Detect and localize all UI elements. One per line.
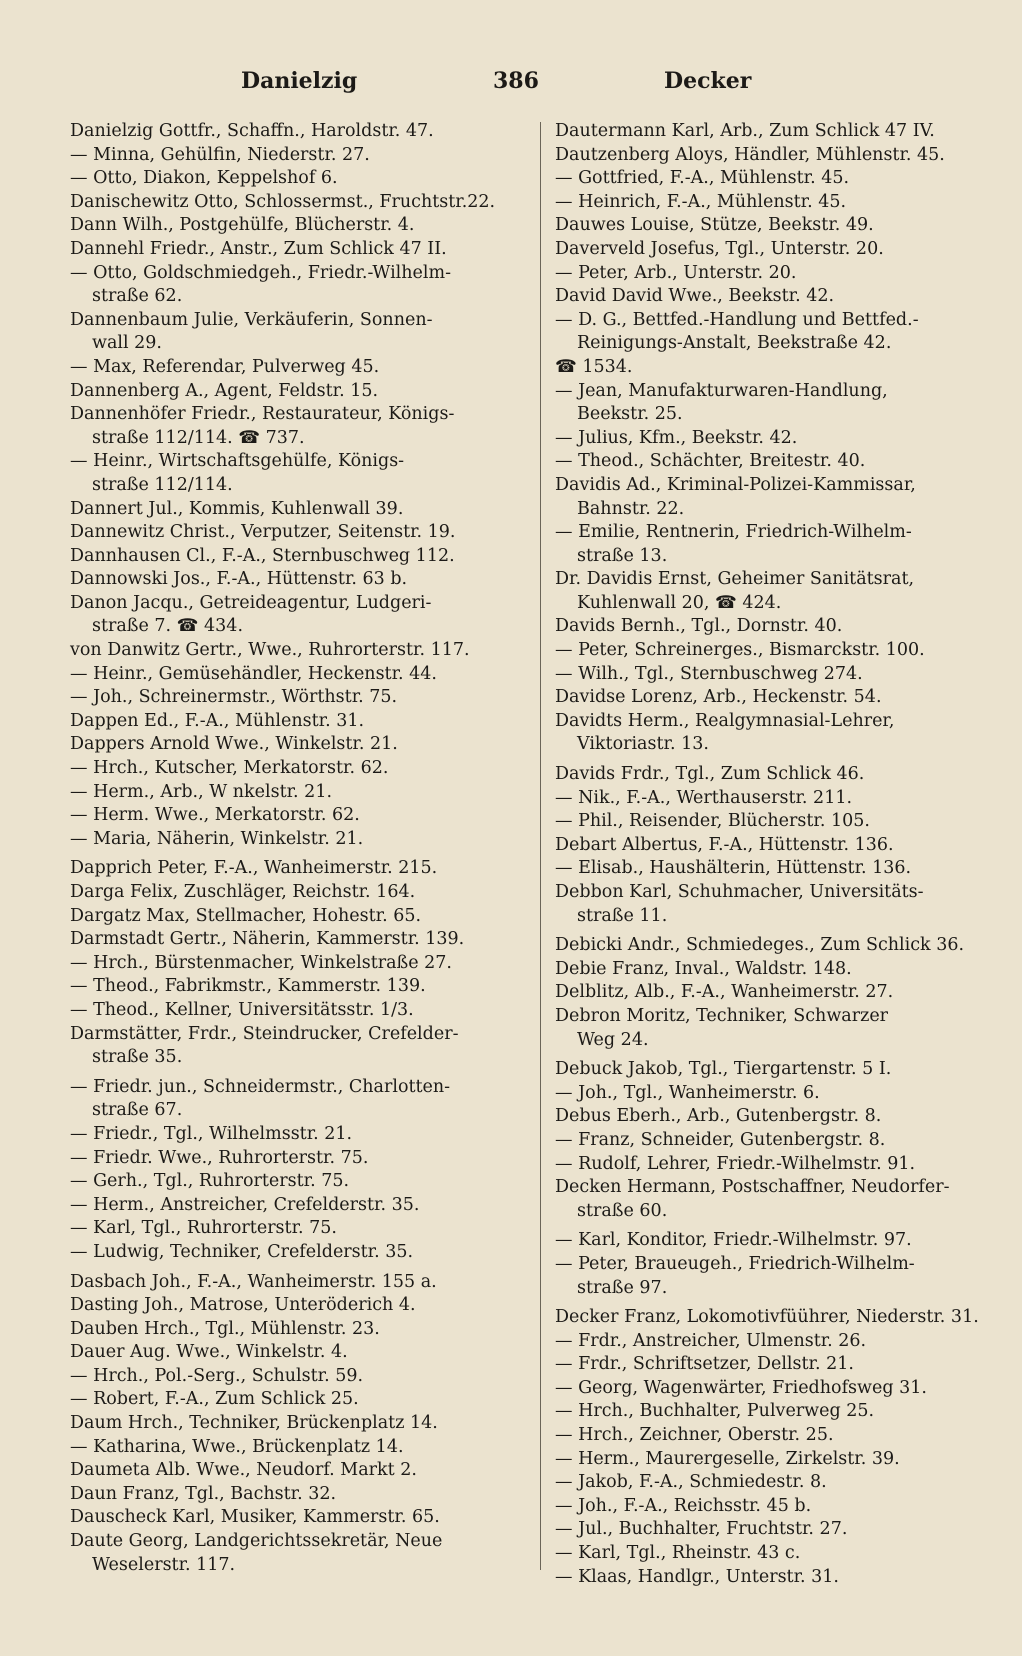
entry-text: Dr. Davidis Ernst, Geheimer Sanitätsrat, xyxy=(555,569,915,590)
directory-entry xyxy=(70,1194,522,1218)
entry-text: Dappen Ed., F.-A., Mühlenstr. 31. xyxy=(70,710,365,731)
directory-entry xyxy=(555,1129,973,1153)
header-left-keyword: Danielzig xyxy=(241,68,358,94)
entry-text: Dauscheck Karl, Musiker, Kammerstr. 65. xyxy=(70,1507,440,1528)
entry-text: Daum Hrch., Techniker, Brückenplatz 14. xyxy=(70,1413,438,1434)
entry-text: Dann Wilh., Postgehülfe, Blücherstr. 4. xyxy=(70,215,415,236)
entry-text: — Theod., Kellner, Universitätsstr. 1/3. xyxy=(70,999,414,1020)
entry-text: — Emilie, Rentnerin, Friedrich-Wilhelm- xyxy=(555,522,912,543)
directory-entry xyxy=(555,1566,973,1590)
entry-text: — D. G., Bettfed.-Handlung und Bettfed.- xyxy=(555,309,919,330)
entry-text: — Otto, Goldschmiedgeh., Friedr.-Wilhelm- xyxy=(70,262,452,283)
entry-text: Darmstadt Gertr., Näherin, Kammerstr. 139. xyxy=(70,929,465,950)
entry-text: Davids Frdr., Tgl., Zum Schlick 46. xyxy=(555,764,865,785)
entry-text: Debicki Andr., Schmiedeges., Zum Schlick 36. xyxy=(555,935,965,956)
directory-entry xyxy=(70,521,522,545)
entry-text: — Katharina, Wwe., Brückenplatz 14. xyxy=(70,1436,404,1457)
directory-entry xyxy=(70,733,522,757)
directory-entry xyxy=(555,380,973,427)
directory-entry xyxy=(70,1147,522,1171)
entry-text: — Georg, Wagenwärter, Friedhofsweg 31. xyxy=(555,1377,927,1398)
directory-entry xyxy=(555,521,973,568)
directory-entry xyxy=(70,781,522,805)
entry-text: — Minna, Gehülfin, Niederstr. 27. xyxy=(70,144,370,165)
entry-continuation: straße 97. xyxy=(577,1277,668,1298)
entry-text: Delblitz, Alb., F.-A., Wanheimerstr. 27. xyxy=(555,982,894,1003)
directory-entry xyxy=(70,309,522,356)
entry-text: — Julius, Kfm., Beekstr. 42. xyxy=(555,427,798,448)
directory-entry xyxy=(555,1082,973,1106)
directory-entry xyxy=(555,810,973,834)
entry-text: — Max, Referendar, Pulverweg 45. xyxy=(70,356,380,377)
directory-entry xyxy=(555,1330,973,1354)
right-column xyxy=(555,120,979,1589)
directory-entry xyxy=(70,1217,522,1241)
directory-entry xyxy=(70,1388,522,1412)
entry-text: — Jul., Buchhalter, Fruchtstr. 27. xyxy=(555,1519,848,1540)
entry-text: — Phil., Reisender, Blücherstr. 105. xyxy=(555,811,870,832)
entry-text: — Klaas, Handlgr., Unterstr. 31. xyxy=(555,1566,839,1587)
entry-text: Daute Georg, Landgerichtssekretär, Neue xyxy=(70,1531,443,1552)
entry-text: Darga Felix, Zuschläger, Reichstr. 164. xyxy=(70,882,416,902)
directory-entry xyxy=(70,238,522,262)
directory-entry xyxy=(70,356,522,380)
directory-entry xyxy=(555,686,973,710)
entry-text: — Rudolf, Lehrer, Friedr.-Wilhelmstr. 91. xyxy=(555,1153,916,1174)
directory-entry xyxy=(70,1459,522,1483)
directory-entry xyxy=(555,144,973,168)
directory-entry xyxy=(70,828,522,852)
entry-continuation: Beekstr. 25. xyxy=(577,404,683,425)
directory-entry xyxy=(70,1170,522,1194)
directory-entry xyxy=(70,1294,522,1318)
directory-entry xyxy=(555,120,973,144)
directory-entry xyxy=(70,952,522,976)
directory-entry xyxy=(70,1318,522,1342)
entry-text: — Frdr., Schriftsetzer, Dellstr. 21. xyxy=(555,1354,854,1375)
entry-text: Dargatz Max, Stellmacher, Hohestr. 65. xyxy=(70,905,422,926)
directory-entry xyxy=(555,710,973,757)
directory-entry xyxy=(70,545,522,569)
entry-text: Danielzig Gottfr., Schaffn., Haroldstr. 47. xyxy=(70,121,434,141)
entry-text: — Elisab., Haushälterin, Hüttenstr. 136. xyxy=(555,858,912,879)
entry-text: — Karl, Tgl., Rheinstr. 43 c. xyxy=(555,1543,801,1564)
entry-text: — Joh., F.-A., Reichsstr. 45 b. xyxy=(555,1495,812,1516)
directory-entry xyxy=(555,214,973,238)
entry-text: — Hrch., Buchhalter, Pulverweg 25. xyxy=(555,1401,875,1422)
directory-entry xyxy=(555,1353,973,1377)
entry-continuation: wall 29. xyxy=(92,333,162,354)
directory-entry xyxy=(555,450,973,474)
entry-text: — Herm. Wwe., Merkatorstr. 62. xyxy=(70,805,360,826)
entry-text: Daun Franz, Tgl., Bachstr. 32. xyxy=(70,1483,337,1504)
entry-text: — Gottfried, F.-A., Mühlenstr. 45. xyxy=(555,168,850,189)
entry-text: — Herm., Anstreicher, Crefelderstr. 35. xyxy=(70,1194,420,1215)
directory-entry xyxy=(70,1076,522,1123)
directory-entry xyxy=(555,981,973,1005)
directory-entry xyxy=(70,167,522,191)
entry-text: — Ludwig, Techniker, Crefelderstr. 35. xyxy=(70,1241,414,1262)
directory-entry xyxy=(555,1448,973,1472)
entry-text: Dannenberg A., Agent, Feldstr. 15. xyxy=(70,380,379,401)
directory-entry xyxy=(70,1483,522,1507)
entry-text: — Friedr. Wwe., Ruhrorterstr. 75. xyxy=(70,1147,369,1168)
entry-text: Dasting Joh., Matrose, Unteröderich 4. xyxy=(70,1295,416,1316)
entry-text: — Joh., Tgl., Wanheimerstr. 6. xyxy=(555,1082,820,1103)
entry-text: Daverveld Josefus, Tgl., Unterstr. 20. xyxy=(555,238,884,259)
entry-text: Dautermann Karl, Arb., Zum Schlick 47 IV. xyxy=(555,121,935,141)
directory-entry xyxy=(70,757,522,781)
directory-entry xyxy=(70,1506,522,1530)
entry-text: Dapprich Peter, F.-A., Wanheimerstr. 215. xyxy=(70,858,438,879)
directory-entry xyxy=(555,568,973,615)
directory-entry xyxy=(70,975,522,999)
entry-text: Debuck Jakob, Tgl., Tiergartenstr. 5 I. xyxy=(555,1059,892,1080)
directory-entry xyxy=(555,958,973,982)
directory-entry xyxy=(555,615,973,639)
directory-entry xyxy=(70,1023,522,1070)
entry-text: von Danwitz Gertr., Wwe., Ruhrorterstr. 117. xyxy=(70,640,470,661)
directory-entry xyxy=(555,787,973,811)
entry-text: Davids Bernh., Tgl., Dornstr. 40. xyxy=(555,616,843,637)
directory-entry xyxy=(70,999,522,1023)
entry-text: — Jean, Manufakturwaren-Handlung, xyxy=(555,380,888,401)
directory-entry xyxy=(70,120,522,144)
entry-text: — Maria, Näherin, Winkelstr. 21. xyxy=(70,828,364,849)
entry-text: — Jakob, F.-A., Schmiedestr. 8. xyxy=(555,1472,827,1493)
directory-entry xyxy=(70,262,522,309)
directory-entry xyxy=(70,568,522,592)
directory-entry xyxy=(555,663,973,687)
directory-entry xyxy=(555,934,973,958)
entry-text: — Hrch., Bürstenmacher, Winkelstraße 27. xyxy=(70,952,452,973)
directory-entry xyxy=(70,857,522,881)
directory-entry xyxy=(70,498,522,522)
entry-text: — Theod., Fabrikmstr., Kammerstr. 139. xyxy=(70,976,426,997)
directory-entry xyxy=(70,1412,522,1436)
entry-text: Dautzenberg Aloys, Händler, Mühlenstr. 45. xyxy=(555,144,945,165)
entry-text: — Wilh., Tgl., Sternbuschweg 274. xyxy=(555,663,863,684)
directory-entry xyxy=(70,1241,522,1265)
directory-entry xyxy=(555,834,973,858)
directory-entry xyxy=(555,1471,973,1495)
directory-entry xyxy=(555,285,973,309)
entry-text: — Hrch., Pol.-Serg., Schulstr. 59. xyxy=(70,1365,364,1386)
directory-entry xyxy=(555,1377,973,1401)
entry-text: Danischewitz Otto, Schlossermst., Fruchtstr.22. xyxy=(70,191,496,212)
directory-entry xyxy=(555,763,973,787)
directory-entry xyxy=(70,905,522,929)
entry-text: David David Wwe., Beekstr. 42. xyxy=(555,286,835,307)
entry-text: Dauer Aug. Wwe., Winkelstr. 4. xyxy=(70,1342,348,1363)
directory-entry xyxy=(555,191,973,215)
entry-text: Debie Franz, Inval., Waldstr. 148. xyxy=(555,958,852,979)
entry-text: — Otto, Diakon, Keppelshof 6. xyxy=(70,168,338,189)
entry-text: — Hrch., Kutscher, Merkatorstr. 62. xyxy=(70,758,389,779)
entry-text: — Peter, Schreinerges., Bismarckstr. 100. xyxy=(555,640,925,661)
directory-entry xyxy=(70,1341,522,1365)
entry-text: Dannenhöfer Friedr., Restaurateur, Königs- xyxy=(70,404,455,425)
entry-text: Darmstätter, Frdr., Steindrucker, Crefelder- xyxy=(70,1023,459,1044)
entry-text: — Hrch., Zeichner, Oberstr. 25. xyxy=(555,1425,834,1446)
entry-text: Decken Hermann, Postschaffner, Neudorfer- xyxy=(555,1177,950,1198)
entry-continuation: Viktoriastr. 13. xyxy=(577,734,709,755)
entry-continuation: straße 62. xyxy=(92,286,183,307)
directory-entry xyxy=(70,710,522,734)
directory-entry xyxy=(555,427,973,451)
entry-text: Davidts Herm., Realgymnasial-Lehrer, xyxy=(555,710,895,731)
entry-text: — Frdr., Anstreicher, Ulmenstr. 26. xyxy=(555,1330,867,1351)
directory-entry xyxy=(70,144,522,168)
entry-continuation: straße 112/114. ☎ 737. xyxy=(92,427,305,448)
entry-continuation: Reinigungs-Anstalt, Beekstraße 42. xyxy=(577,333,892,354)
entry-text: Dannert Jul., Kommis, Kuhlenwall 39. xyxy=(70,498,404,519)
entry-text: — Joh., Schreinermstr., Wörthstr. 75. xyxy=(70,687,398,708)
entry-text: — Peter, Arb., Unterstr. 20. xyxy=(555,262,797,283)
entry-continuation: straße 67. xyxy=(92,1100,183,1121)
entry-text: Davidse Lorenz, Arb., Heckenstr. 54. xyxy=(555,687,882,708)
entry-text: — Heinr., Gemüsehändler, Heckenstr. 44. xyxy=(70,663,437,684)
entry-text: Dannehl Friedr., Anstr., Zum Schlick 47 II. xyxy=(70,238,447,259)
entry-continuation: straße 35. xyxy=(92,1047,183,1068)
directory-entry xyxy=(70,450,522,497)
entry-text: Debus Eberh., Arb., Gutenbergstr. 8. xyxy=(555,1106,882,1127)
directory-entry xyxy=(555,1229,973,1253)
entry-text: — Herm., Arb., W nkelstr. 21. xyxy=(70,781,333,802)
directory-entry xyxy=(70,592,522,639)
directory-entry xyxy=(555,167,973,191)
directory-entry xyxy=(555,262,973,286)
entry-text: Debron Moritz, Techniker, Schwarzer xyxy=(555,1005,889,1026)
entry-text: ☎ 1534. xyxy=(555,356,633,377)
directory-entry xyxy=(555,1105,973,1129)
left-column xyxy=(70,120,522,1577)
entry-text: — Karl, Tgl., Ruhrorterstr. 75. xyxy=(70,1218,337,1239)
page-number: 386 xyxy=(493,68,539,94)
entry-text: Dappers Arnold Wwe., Winkelstr. 21. xyxy=(70,734,398,755)
directory-entry xyxy=(555,1495,973,1519)
directory-entry xyxy=(70,1530,522,1577)
entry-continuation: straße 13. xyxy=(577,545,668,566)
entry-continuation: Kuhlenwall 20, ☎ 424. xyxy=(577,592,782,613)
directory-entry xyxy=(70,1123,522,1147)
directory-entry xyxy=(555,1424,973,1448)
entry-text: — Theod., Schächter, Breitestr. 40. xyxy=(555,451,866,472)
directory-entry xyxy=(70,380,522,404)
directory-entry xyxy=(70,1271,522,1295)
directory-entry xyxy=(555,881,973,928)
directory-entry xyxy=(70,639,522,663)
entry-text: — Heinrich, F.-A., Mühlenstr. 45. xyxy=(555,191,847,212)
entry-text: — Peter, Braueugeh., Friedrich-Wilhelm- xyxy=(555,1253,915,1274)
header-right-keyword: Decker xyxy=(664,68,752,94)
directory-entry xyxy=(555,1253,973,1300)
directory-entry xyxy=(555,1058,973,1082)
directory-entry xyxy=(555,857,973,881)
entry-text: — Karl, Konditor, Friedr.-Wilhelmstr. 97. xyxy=(555,1230,912,1251)
column-divider xyxy=(540,122,541,1570)
entry-text: Dasbach Joh., F.-A., Wanheimerstr. 155 a. xyxy=(70,1271,437,1292)
directory-entry xyxy=(555,639,973,663)
entry-text: Dannhausen Cl., F.-A., Sternbuschweg 112. xyxy=(70,545,455,566)
entry-continuation: straße 60. xyxy=(577,1200,668,1221)
entry-text: — Heinr., Wirtschaftsgehülfe, Königs- xyxy=(70,451,405,472)
entry-text: — Robert, F.-A., Zum Schlick 25. xyxy=(70,1389,359,1410)
directory-entry xyxy=(555,1542,973,1566)
entry-text: Danon Jacqu., Getreideagentur, Ludgeri- xyxy=(70,592,432,613)
directory-entry xyxy=(555,1153,973,1177)
directory-entry xyxy=(70,191,522,215)
directory-entry xyxy=(70,663,522,687)
entry-text: Debart Albertus, F.-A., Hüttenstr. 136. xyxy=(555,834,894,855)
entry-text: — Herm., Maurergeselle, Zirkelstr. 39. xyxy=(555,1448,900,1469)
entry-text: Dauwes Louise, Stütze, Beekstr. 49. xyxy=(555,215,874,236)
entry-continuation: straße 11. xyxy=(577,905,668,926)
directory-entry xyxy=(555,309,973,356)
entry-text: Daumeta Alb. Wwe., Neudorf. Markt 2. xyxy=(70,1460,417,1481)
entry-text: Decker Franz, Lokomotivfüührer, Niederstr. 31. xyxy=(555,1307,979,1328)
directory-entry xyxy=(70,403,522,450)
directory-entry xyxy=(70,214,522,238)
page-header xyxy=(0,68,1022,102)
entry-text: Dauben Hrch., Tgl., Mühlenstr. 23. xyxy=(70,1318,380,1339)
directory-entry xyxy=(70,928,522,952)
entry-text: — Franz, Schneider, Gutenbergstr. 8. xyxy=(555,1129,886,1150)
entry-text: — Friedr. jun., Schneidermstr., Charlotten- xyxy=(70,1076,451,1097)
entry-continuation: straße 7. ☎ 434. xyxy=(92,616,244,637)
directory-entry xyxy=(70,1436,522,1460)
entry-continuation: Weg 24. xyxy=(577,1029,649,1050)
entry-text: Davidis Ad., Kriminal-Polizei-Kammissar, xyxy=(555,474,916,495)
directory-entry xyxy=(555,474,973,521)
entry-continuation: Weselerstr. 117. xyxy=(92,1554,236,1575)
directory-entry xyxy=(555,1400,973,1424)
entry-text: — Gerh., Tgl., Ruhrorterstr. 75. xyxy=(70,1171,350,1192)
directory-entry xyxy=(70,1365,522,1389)
directory-entry xyxy=(555,238,973,262)
entry-text: Dannewitz Christ., Verputzer, Seitenstr. 19. xyxy=(70,522,456,543)
directory-entry xyxy=(555,1176,973,1223)
entry-text: — Nik., F.-A., Werthauserstr. 211. xyxy=(555,787,853,808)
entry-text: — Friedr., Tgl., Wilhelmsstr. 21. xyxy=(70,1123,353,1144)
directory-entry xyxy=(555,1518,973,1542)
entry-continuation: Bahnstr. 22. xyxy=(577,498,685,519)
entry-text: Dannenbaum Julie, Verkäuferin, Sonnen- xyxy=(70,309,433,330)
directory-entry xyxy=(70,804,522,828)
entry-continuation: straße 112/114. xyxy=(92,474,233,495)
directory-entry xyxy=(555,1005,973,1052)
entry-text: Debbon Karl, Schuhmacher, Universitäts- xyxy=(555,882,924,902)
entry-text: Dannowski Jos., F.-A., Hüttenstr. 63 b. xyxy=(70,569,408,590)
directory-entry xyxy=(555,1306,979,1330)
directory-entry xyxy=(70,881,522,905)
directory-entry xyxy=(70,686,522,710)
directory-entry xyxy=(555,356,973,380)
